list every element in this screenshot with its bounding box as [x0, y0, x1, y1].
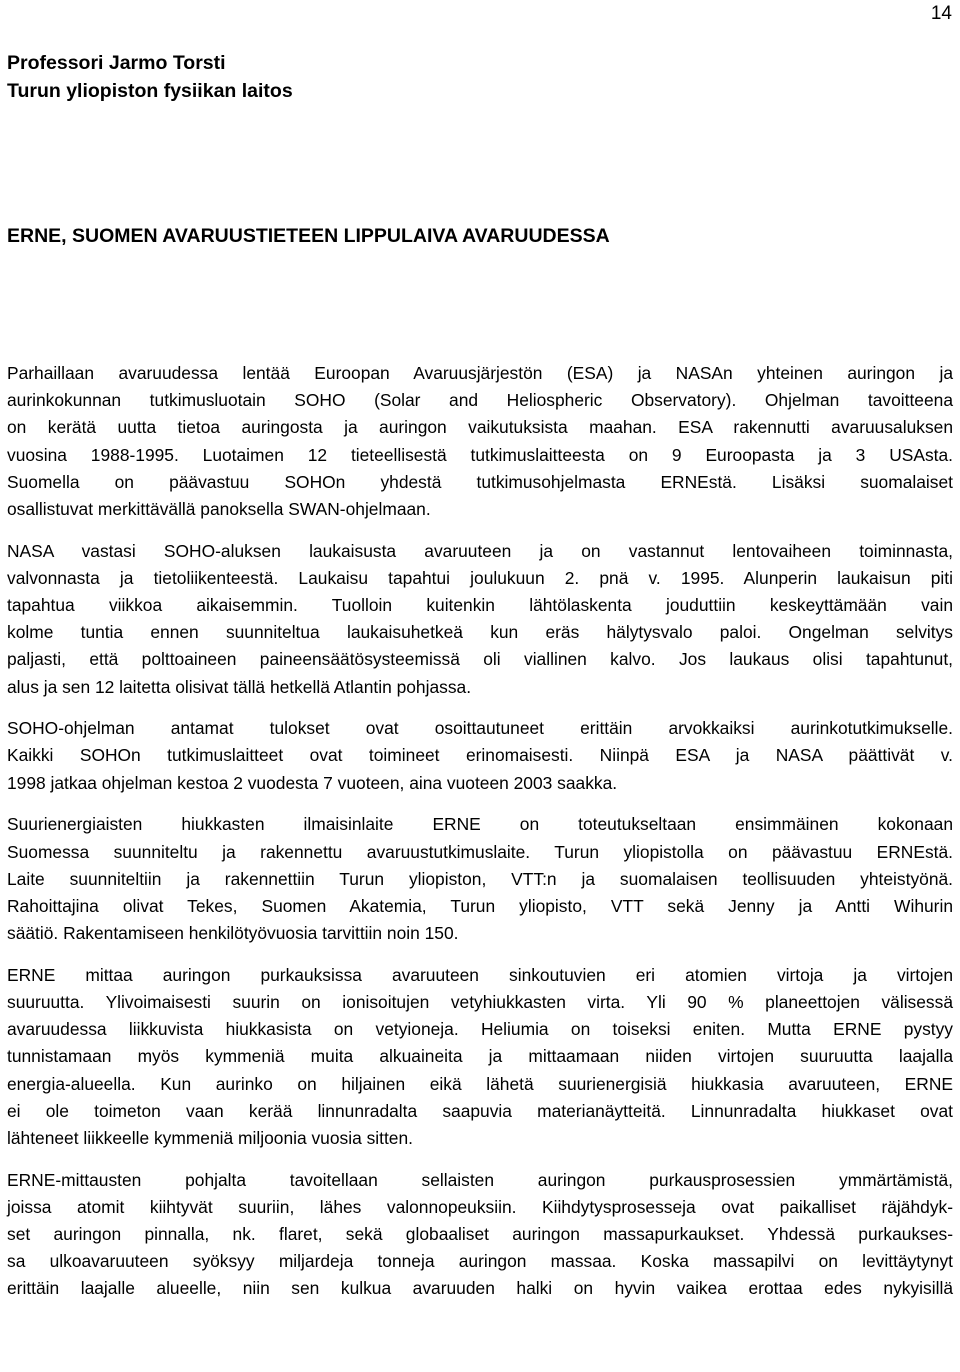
text-line: kolme tuntia ennen suunniteltua laukaisuhetkeä kun eräs hälytysvalo paloi. Ongelman selvitys: [7, 622, 953, 643]
text-line: on kerätä uutta tietoa auringosta ja auringon vaikutuksista maahan. ESA rakennutti avaruusaluksen: [7, 417, 953, 438]
article-title: ERNE, SUOMEN AVARUUSTIETEEN LIPPULAIVA AVARUUDESSA: [7, 225, 610, 247]
text-line: osallistuvat merkittävällä panoksella SWAN-ohjelmaan.: [7, 498, 431, 519]
text-line: ERNE mittaa auringon purkauksissa avaruuteen sinkoutuvien eri atomien virtoja ja virtojen: [7, 964, 953, 985]
paragraph: [7, 715, 953, 797]
text-line: avaruudessa liikkuvista hiukkasista on vetyioneja. Heliumia on toiseksi eniten. Mutta ERNE pystyy: [7, 1019, 953, 1040]
text-line: joissa atomit kiihtyvät suuriin, lähes valonnopeuksiin. Kiihdytysprosesseja ovat paikalliset räjähdyk-: [7, 1196, 953, 1217]
text-line: Laite suunniteltiin ja rakennettiin Turun yliopiston, VTT:n ja suomalaisen teollisuuden yhteistyönä.: [7, 868, 953, 889]
text-line: alus ja sen 12 laitetta olisivat tällä hetkellä Atlantin pohjassa.: [7, 676, 472, 697]
text-line: vuosina 1988-1995. Luotaimen 12 tieteellisestä tutkimuslaitteesta on 9 Euroopasta ja 3 USAsta.: [7, 444, 953, 465]
text-line: Rahoittajina olivat Tekes, Suomen Akatemia, Turun yliopisto, VTT sekä Jenny ja Antti Wihurin: [7, 895, 953, 916]
text-line: valvonnasta ja tietoliikenteestä. Laukaisu tapahtui joulukuun 2. pnä v. 1995. Alunperin laukaisun piti: [7, 567, 953, 588]
paragraph: [7, 811, 953, 947]
text-line: tapahtua viikkoa aikaisemmin. Tuolloin kuitenkin lähtölaskenta jouduttiin keskeyttämään vain: [7, 595, 953, 615]
paragraph: [7, 962, 953, 1152]
text-line: Suurienergiaisten hiukkasten ilmaisinlaite ERNE on toteutukseltaan ensimmäinen kokonaan: [7, 814, 953, 835]
author-affiliation: Turun yliopiston fysiikan laitos: [7, 80, 293, 102]
text-line: sa ulkoavaruuteen syöksyy miljardeja tonneja auringon massaa. Koska massapilvi on levittäytynyt: [7, 1251, 953, 1272]
text-line: 1998 jatkaa ohjelman kestoa 2 vuodesta 7 vuoteen, aina vuoteen 2003 saakka.: [7, 772, 618, 793]
text-line: Suomessa suunniteltu ja rakennettu avaruustutkimuslaite. Turun yliopistolla on päävastuu ERNEstä.: [7, 841, 953, 862]
text-line: paljasti, että polttoaineen paineensäätösysteemissä oli viallinen kalvo. Jos laukaus olisi tapahtunut,: [7, 649, 953, 670]
paragraph: [7, 538, 953, 701]
paragraph: [7, 1167, 953, 1303]
text-line: tunnistamaan myös kymmeniä muita alkuaineita ja mittaamaan niiden virtojen suuruutta laajalla: [7, 1046, 953, 1067]
text-line: set auringon pinnalla, nk. flaret, sekä globaaliset auringon massapurkaukset. Yhdessä purkaukses-: [7, 1223, 953, 1244]
article-body: [7, 360, 953, 1317]
author-block: [7, 49, 293, 105]
author-name: Professori Jarmo Torsti: [7, 52, 226, 74]
text-line: suuruutta. Ylivoimaisesti suurin on ionisoitujen vetyhiukkasten virta. Yli 90 % planeettojen välisessä: [7, 991, 953, 1012]
text-line: Suomella on päävastuu SOHOn yhdestä tutkimusohjelmasta ERNEstä. Lisäksi suomalaiset: [7, 471, 953, 492]
text-line: Kaikki SOHOn tutkimuslaitteet ovat toimineet erinomaisesti. Niinpä ESA ja NASA päättivät v.: [7, 745, 953, 766]
text-line: ERNE-mittausten pohjalta tavoitellaan sellaisten auringon purkausprosessien ymmärtämistä,: [7, 1169, 953, 1190]
text-line: NASA vastasi SOHO-aluksen laukaisusta avaruuteen ja on vastannut lentovaiheen toiminnasta,: [7, 540, 953, 561]
paragraph: [7, 360, 953, 523]
text-line: erittäin laajalle alueelle, niin sen kulkua avaruuden halki on hyvin vaikea erottaa edes nykyisillä: [7, 1278, 953, 1299]
text-line: aurinkokunnan tutkimusluotain SOHO (Solar and Heliospheric Observatory). Ohjelman tavoitteena: [7, 390, 953, 411]
text-line: SOHO-ohjelman antamat tulokset ovat osoittautuneet erittäin arvokkaiksi aurinkotutkimukselle.: [7, 718, 953, 739]
text-line: ei ole toimeton vaan kerää linnunradalta saapuvia materianäytteitä. Linnunradalta hiukkaset ovat: [7, 1100, 953, 1121]
text-line: säätiö. Rakentamiseen henkilötyövuosia tarvittiin noin 150.: [7, 923, 459, 944]
page-number: 14: [930, 3, 952, 24]
text-line: Parhaillaan avaruudessa lentää Euroopan Avaruusjärjestön (ESA) ja NASAn yhteinen auringon ja: [7, 363, 953, 383]
text-line: lähteneet liikkeelle kymmeniä miljoonia vuosia sitten.: [7, 1127, 413, 1148]
text-line: energia-alueella. Kun aurinko on hiljainen eikä lähetä suurienergisiä hiukkasia avaruuteen, ERNE: [7, 1073, 953, 1094]
